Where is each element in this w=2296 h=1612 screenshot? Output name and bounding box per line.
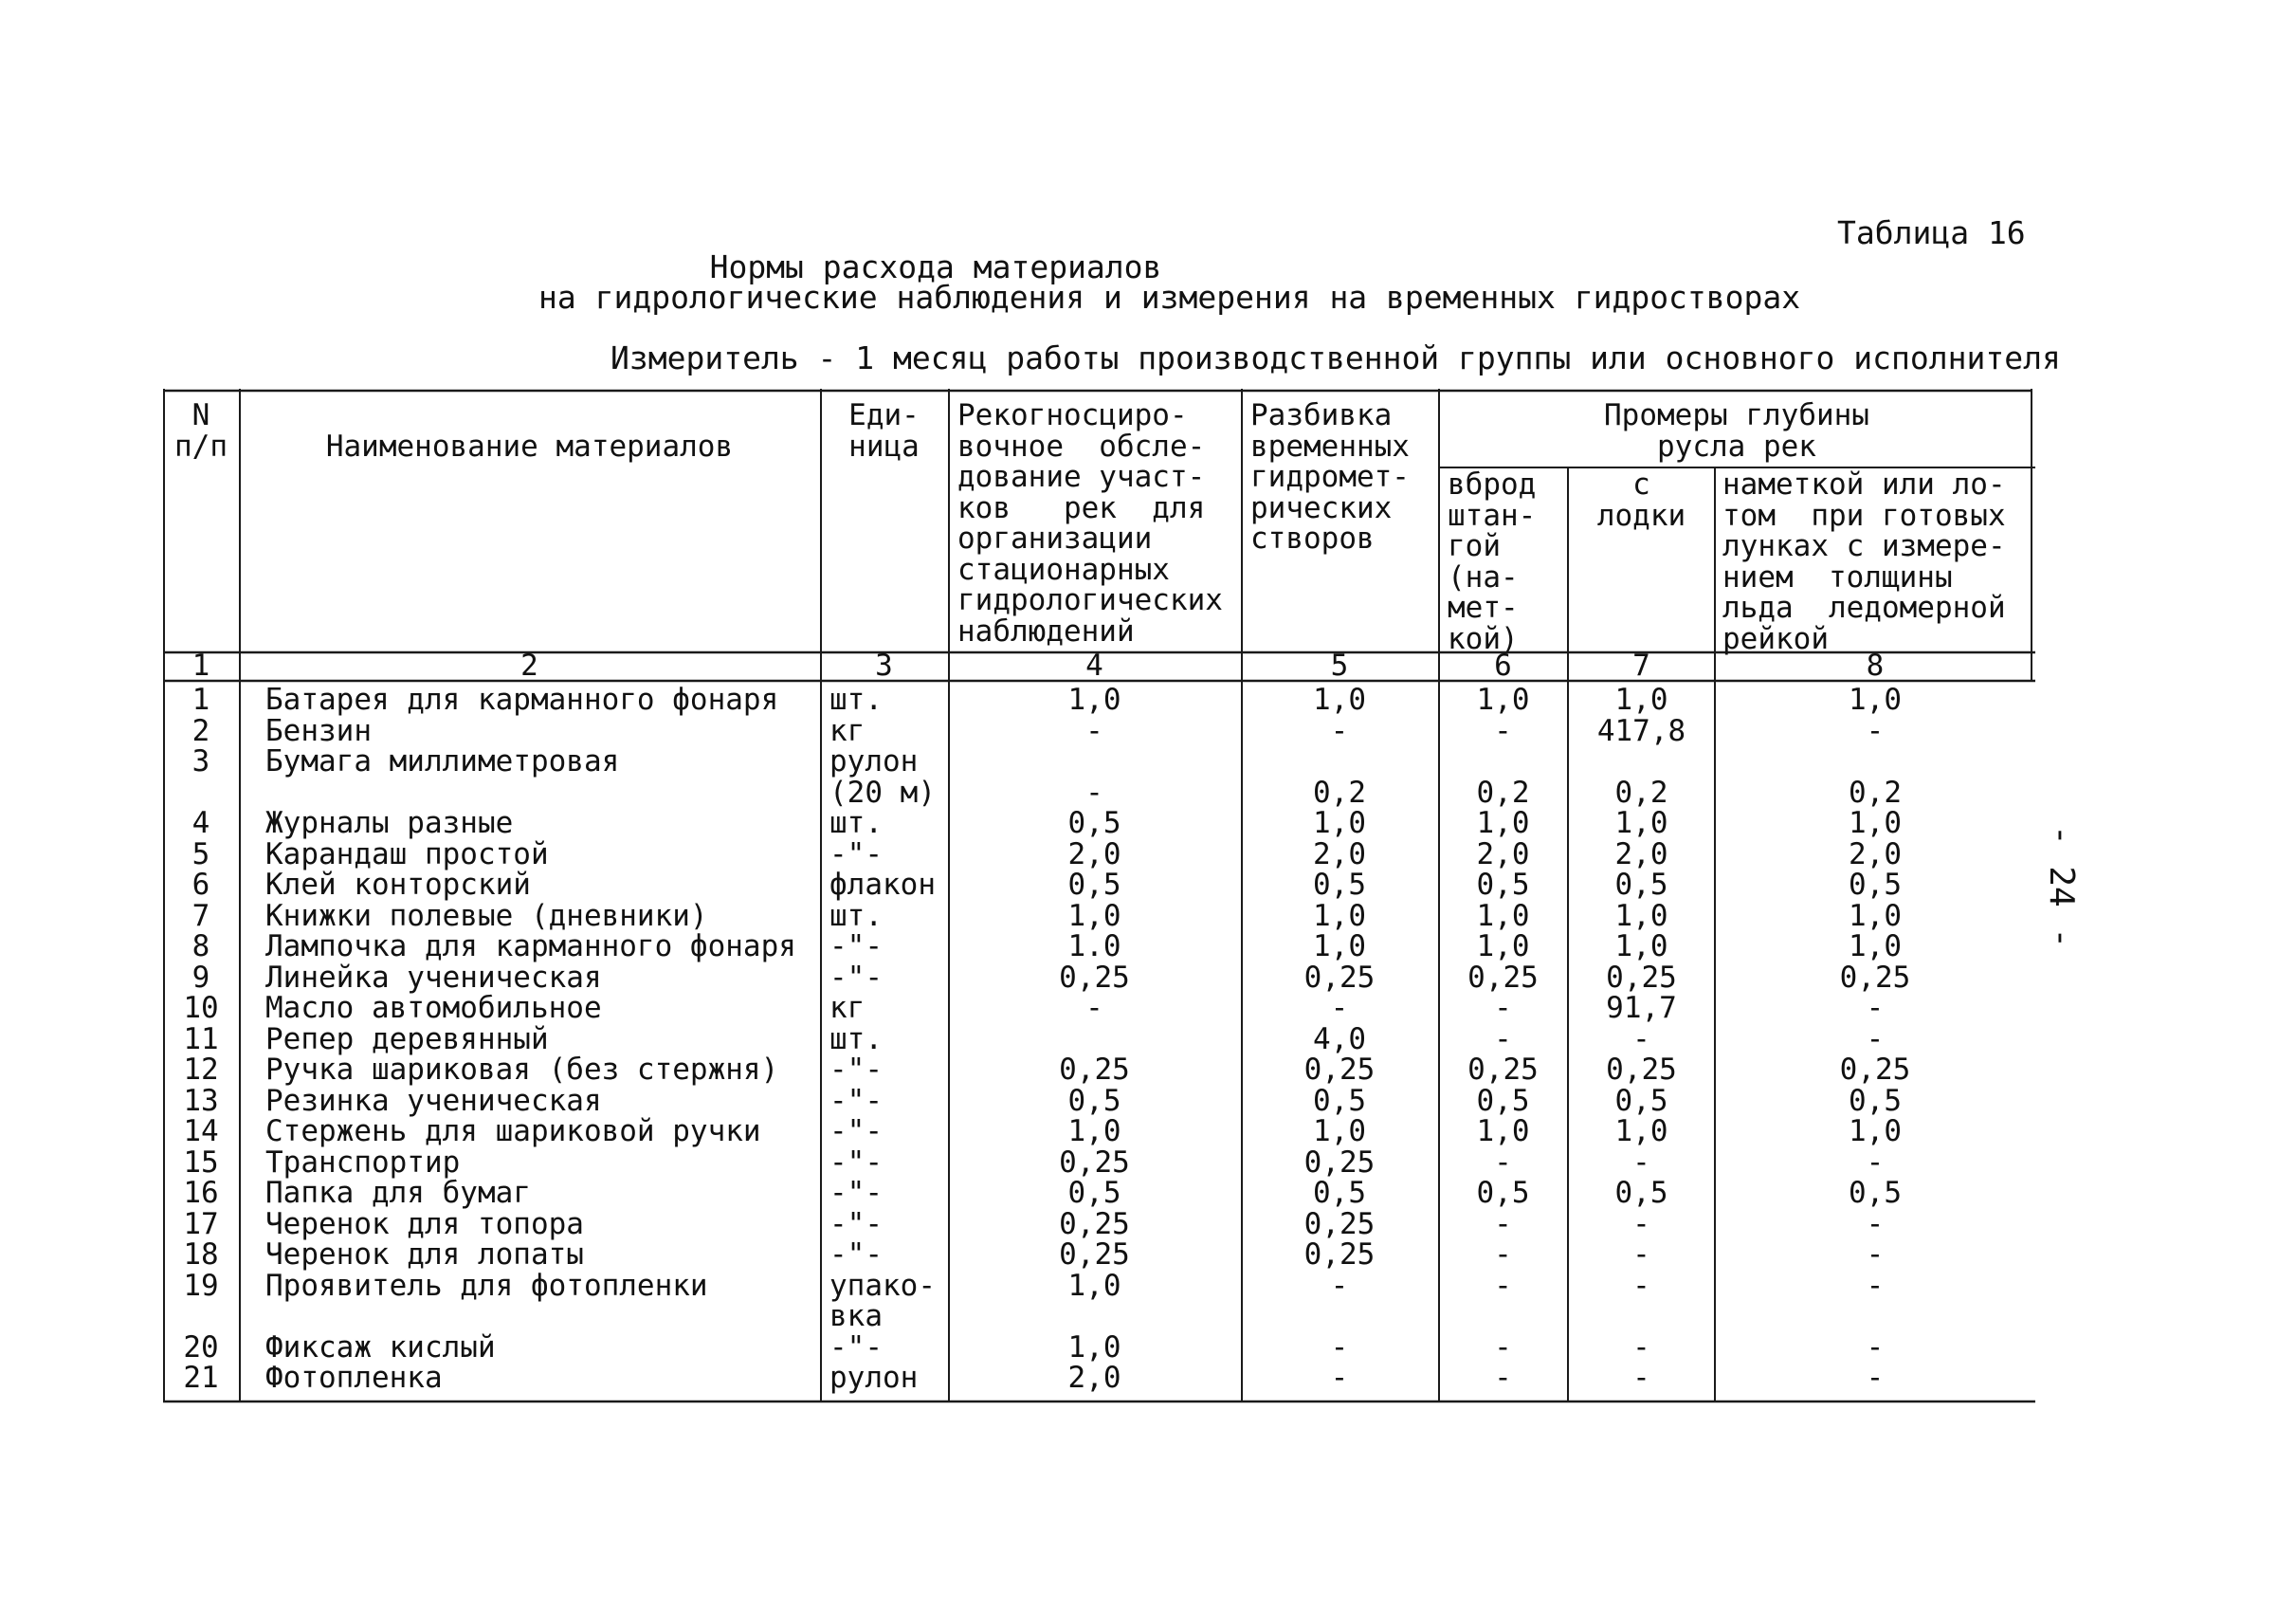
column-number: 2 [520, 649, 538, 683]
unit-cell: -"- [829, 1053, 883, 1087]
value-recon: 1,0 [1067, 1329, 1121, 1365]
value-layout: - [1330, 1268, 1349, 1303]
material-name: Черенок для топора [265, 1206, 584, 1241]
value-recon: 1,0 [1067, 683, 1121, 717]
value-ice: 0,5 [1849, 1083, 1902, 1118]
row-number: 1 [191, 683, 210, 717]
value-recon: 2,0 [1067, 1361, 1121, 1395]
material-name: Лампочка для карманного фонаря [265, 929, 796, 963]
value-ice: 1,0 [1849, 1114, 1902, 1148]
material-name: Папка для бумаг [265, 1176, 531, 1210]
value-boat: 0,5 [1614, 1083, 1668, 1118]
value-boat: 1,0 [1614, 929, 1668, 963]
value-boat: - [1632, 1021, 1650, 1056]
value-recon: 0,25 [1059, 1237, 1130, 1272]
value-boat: 2,0 [1614, 836, 1668, 871]
row-number: 5 [191, 836, 210, 871]
value-recon: 1.0 [1067, 929, 1121, 963]
material-name: Бумага миллиметровая [265, 744, 620, 779]
value-ford: 1,0 [1476, 683, 1530, 717]
value-ice: - [1866, 713, 1885, 748]
row-number: 14 [183, 1114, 219, 1148]
value-ford: 0,5 [1476, 868, 1530, 902]
value-layout: 0,5 [1313, 1176, 1366, 1210]
value-ford: - [1494, 1268, 1512, 1303]
unit-cell: -"- [829, 1083, 883, 1118]
row-number: 16 [183, 1176, 219, 1210]
material-name: Карандаш простой [265, 836, 549, 871]
page-number: - 24 - [2042, 825, 2081, 949]
unit-cell: -"- [829, 1176, 883, 1210]
row-number: 8 [191, 929, 210, 963]
unit-cell: шт. [829, 1021, 883, 1056]
value-boat: - [1632, 1361, 1650, 1395]
value-ford: 0,25 [1467, 960, 1539, 995]
value-recon: 0,25 [1059, 1206, 1130, 1241]
table-label: Таблица 16 [1837, 214, 2026, 251]
material-name: Масло автомобильное [265, 991, 602, 1025]
value-ford: - [1494, 1206, 1512, 1241]
value-layout: 0,25 [1303, 1237, 1376, 1272]
value-layout: 0,25 [1303, 1145, 1376, 1180]
value-ford: 0,5 [1476, 1083, 1530, 1118]
value-ice: - [1866, 1361, 1885, 1395]
value-boat: 1,0 [1614, 898, 1668, 933]
value-recon: 0,5 [1067, 1176, 1121, 1210]
value-layout: 1,0 [1313, 898, 1366, 933]
header-unit: Еди- ница [848, 398, 920, 464]
value-ford: 1,0 [1476, 806, 1530, 840]
row-number: 21 [183, 1361, 219, 1395]
value-boat: - [1632, 1145, 1650, 1180]
header-name: Наименование материалов [325, 430, 734, 464]
value-boat: 0,25 [1606, 960, 1677, 995]
value-boat: - [1632, 1237, 1650, 1272]
value-recon: - [1085, 775, 1103, 810]
value-recon: 0,5 [1067, 868, 1121, 902]
value-boat: 1,0 [1614, 806, 1668, 840]
value-ford: - [1494, 1237, 1512, 1272]
value-boat: - [1632, 1268, 1650, 1303]
column-number: 6 [1494, 649, 1512, 683]
material-name: Черенок для лопаты [265, 1237, 584, 1272]
material-name: Репер деревянный [265, 1021, 549, 1056]
material-name: Батарея для карманного фонаря [265, 683, 779, 717]
materials-table [163, 389, 2035, 1403]
unit-cell: шт. [829, 806, 883, 840]
value-ford: - [1494, 1329, 1512, 1365]
value-ford: - [1494, 1361, 1512, 1395]
value-ice: 0,5 [1849, 868, 1902, 902]
value-ice: - [1866, 1206, 1885, 1241]
material-name: Фотопленка [265, 1361, 443, 1395]
row-number: 6 [191, 868, 210, 902]
material-name: Клей конторский [265, 868, 531, 902]
value-layout: 1,0 [1313, 929, 1366, 963]
value-recon: 0,25 [1059, 960, 1130, 995]
unit-cell: -"- [829, 1237, 883, 1272]
value-layout: 0,25 [1303, 1206, 1376, 1241]
value-ford: 1,0 [1476, 1114, 1530, 1148]
measure-unit-line: Измеритель - 1 месяц работы производственной группы или основного исполнителя [610, 339, 2061, 376]
value-boat: - [1632, 1206, 1650, 1241]
value-ice: 0,25 [1839, 1053, 1911, 1087]
table-title-line1-text: Нормы расхода материалов [709, 248, 1162, 285]
row-number: 7 [191, 898, 210, 933]
material-name: Линейка ученическая [265, 960, 602, 995]
value-recon: 1,0 [1067, 1114, 1121, 1148]
value-layout: - [1330, 1361, 1349, 1395]
unit-cell: -"- [829, 1114, 883, 1148]
value-layout: - [1330, 1329, 1349, 1365]
value-ford: 1,0 [1476, 929, 1530, 963]
header-recon: Рекогносциро- вочное обсле- дование участ- ков рек для организации стационарных гидрологических наблюдений [957, 398, 1223, 649]
value-recon: 1,0 [1067, 1268, 1121, 1303]
unit-cell: шт. [829, 898, 883, 933]
unit-cell: -"- [829, 836, 883, 871]
unit-cell: -"- [829, 929, 883, 963]
value-boat: 417,8 [1596, 713, 1686, 748]
value-boat: 1,0 [1614, 683, 1668, 717]
value-ford: - [1494, 1021, 1512, 1056]
value-layout: 0,2 [1313, 775, 1366, 810]
value-ice: 1,0 [1849, 683, 1902, 717]
value-boat: 0,5 [1614, 1176, 1668, 1210]
row-number: 11 [183, 1021, 219, 1056]
value-ice: 1,0 [1849, 898, 1902, 933]
row-number: 4 [191, 806, 210, 840]
value-layout: 4,0 [1313, 1021, 1366, 1056]
row-number: 17 [183, 1206, 219, 1241]
value-layout: 1,0 [1313, 806, 1366, 840]
column-number: 5 [1330, 649, 1349, 683]
row-number: 9 [191, 960, 210, 995]
value-recon: 0,25 [1059, 1145, 1130, 1180]
value-boat: 0,2 [1614, 775, 1668, 810]
unit-cell: кг [829, 991, 866, 1025]
header-ford: вброд штан- гой (на- мет- кой) [1448, 467, 1537, 656]
row-number: 2 [191, 713, 210, 748]
material-name: Проявитель для фотопленки [265, 1268, 708, 1303]
material-name: Бензин [265, 713, 372, 748]
material-name: Фиксаж кислый [265, 1329, 496, 1365]
value-ice: 1,0 [1849, 929, 1902, 963]
unit-cell: -"- [829, 1206, 883, 1241]
unit-cell: -"- [829, 1329, 883, 1365]
value-ice: - [1866, 1268, 1885, 1303]
value-ford: 0,25 [1467, 1053, 1539, 1087]
value-layout: 0,5 [1313, 1083, 1366, 1118]
unit-cell: флакон [829, 868, 936, 902]
value-layout: - [1330, 991, 1349, 1025]
material-name: Транспортир [265, 1145, 461, 1180]
column-number: 1 [191, 649, 210, 683]
column-number: 8 [1866, 649, 1885, 683]
value-ford: - [1494, 713, 1512, 748]
value-recon: 2,0 [1067, 836, 1121, 871]
row-number: 18 [183, 1237, 219, 1272]
value-boat: 0,5 [1614, 868, 1668, 902]
value-ford: 2,0 [1476, 836, 1530, 871]
column-number: 7 [1632, 649, 1650, 683]
value-layout: 0,5 [1313, 868, 1366, 902]
row-number: 15 [183, 1145, 219, 1180]
unit-cell: -"- [829, 1145, 883, 1180]
unit-cell: -"- [829, 960, 883, 995]
value-layout: 0,25 [1303, 1053, 1376, 1087]
material-name: Журналы разные [265, 806, 514, 840]
value-ice: - [1866, 991, 1885, 1025]
unit-cell: упако- вка [829, 1268, 936, 1333]
value-layout: 1,0 [1313, 683, 1366, 717]
value-ford: - [1494, 1145, 1512, 1180]
header-depth-group: Промеры глубины русла рек [1604, 398, 1869, 464]
value-layout: - [1330, 713, 1349, 748]
unit-cell: рулон [829, 1361, 919, 1395]
value-ice: 0,25 [1839, 960, 1911, 995]
unit-cell: рулон (20 м) [829, 744, 936, 810]
value-ice: 0,5 [1849, 1176, 1902, 1210]
unit-cell: кг [829, 713, 866, 748]
value-ford: 0,2 [1476, 775, 1530, 810]
value-recon: 0,25 [1059, 1053, 1130, 1087]
row-number: 20 [183, 1329, 219, 1365]
value-recon: 0,5 [1067, 806, 1121, 840]
value-ice: - [1866, 1329, 1885, 1365]
header-num: N п/п [174, 398, 228, 464]
table-title-line2: на гидрологические наблюдения и измерения на временных гидростворах [538, 279, 1801, 316]
value-recon: 0,5 [1067, 1083, 1121, 1118]
header-layout: Разбивка временных гидромет- рических створов [1250, 398, 1410, 556]
value-ford: 1,0 [1476, 898, 1530, 933]
value-boat: - [1632, 1329, 1650, 1365]
value-layout: 2,0 [1313, 836, 1366, 871]
column-number: 3 [875, 649, 893, 683]
value-recon: 1,0 [1067, 898, 1121, 933]
value-ice: 1,0 [1849, 806, 1902, 840]
value-boat: 0,25 [1606, 1053, 1677, 1087]
value-recon: - [1085, 991, 1103, 1025]
row-number: 13 [183, 1083, 219, 1118]
value-layout: 1,0 [1313, 1114, 1366, 1148]
value-ford: 0,5 [1476, 1176, 1530, 1210]
header-boat: с лодки [1596, 467, 1686, 533]
row-number: 19 [183, 1268, 219, 1303]
value-layout: 0,25 [1303, 960, 1376, 995]
material-name: Стержень для шариковой ручки [265, 1114, 761, 1148]
material-name: Ручка шариковая (без стержня) [265, 1053, 779, 1087]
column-number: 4 [1085, 649, 1103, 683]
value-boat: 91,7 [1606, 991, 1677, 1025]
value-ice: - [1866, 1237, 1885, 1272]
value-boat: 1,0 [1614, 1114, 1668, 1148]
row-number: 12 [183, 1053, 219, 1087]
value-recon: - [1085, 713, 1103, 748]
value-ice: 2,0 [1849, 836, 1902, 871]
row-number: 10 [183, 991, 219, 1025]
row-number: 3 [191, 744, 210, 779]
value-ice: 0,2 [1849, 775, 1902, 810]
value-ford: - [1494, 991, 1512, 1025]
header-ice: наметкой или ло- том при готовых лунках с измере- нием толщины льда ледомерной рейкой [1722, 467, 2006, 656]
value-ice: - [1866, 1145, 1885, 1180]
material-name: Книжки полевые (дневники) [265, 898, 708, 933]
unit-cell: шт. [829, 683, 883, 717]
material-name: Резинка ученическая [265, 1083, 602, 1118]
value-ice: - [1866, 1021, 1885, 1056]
